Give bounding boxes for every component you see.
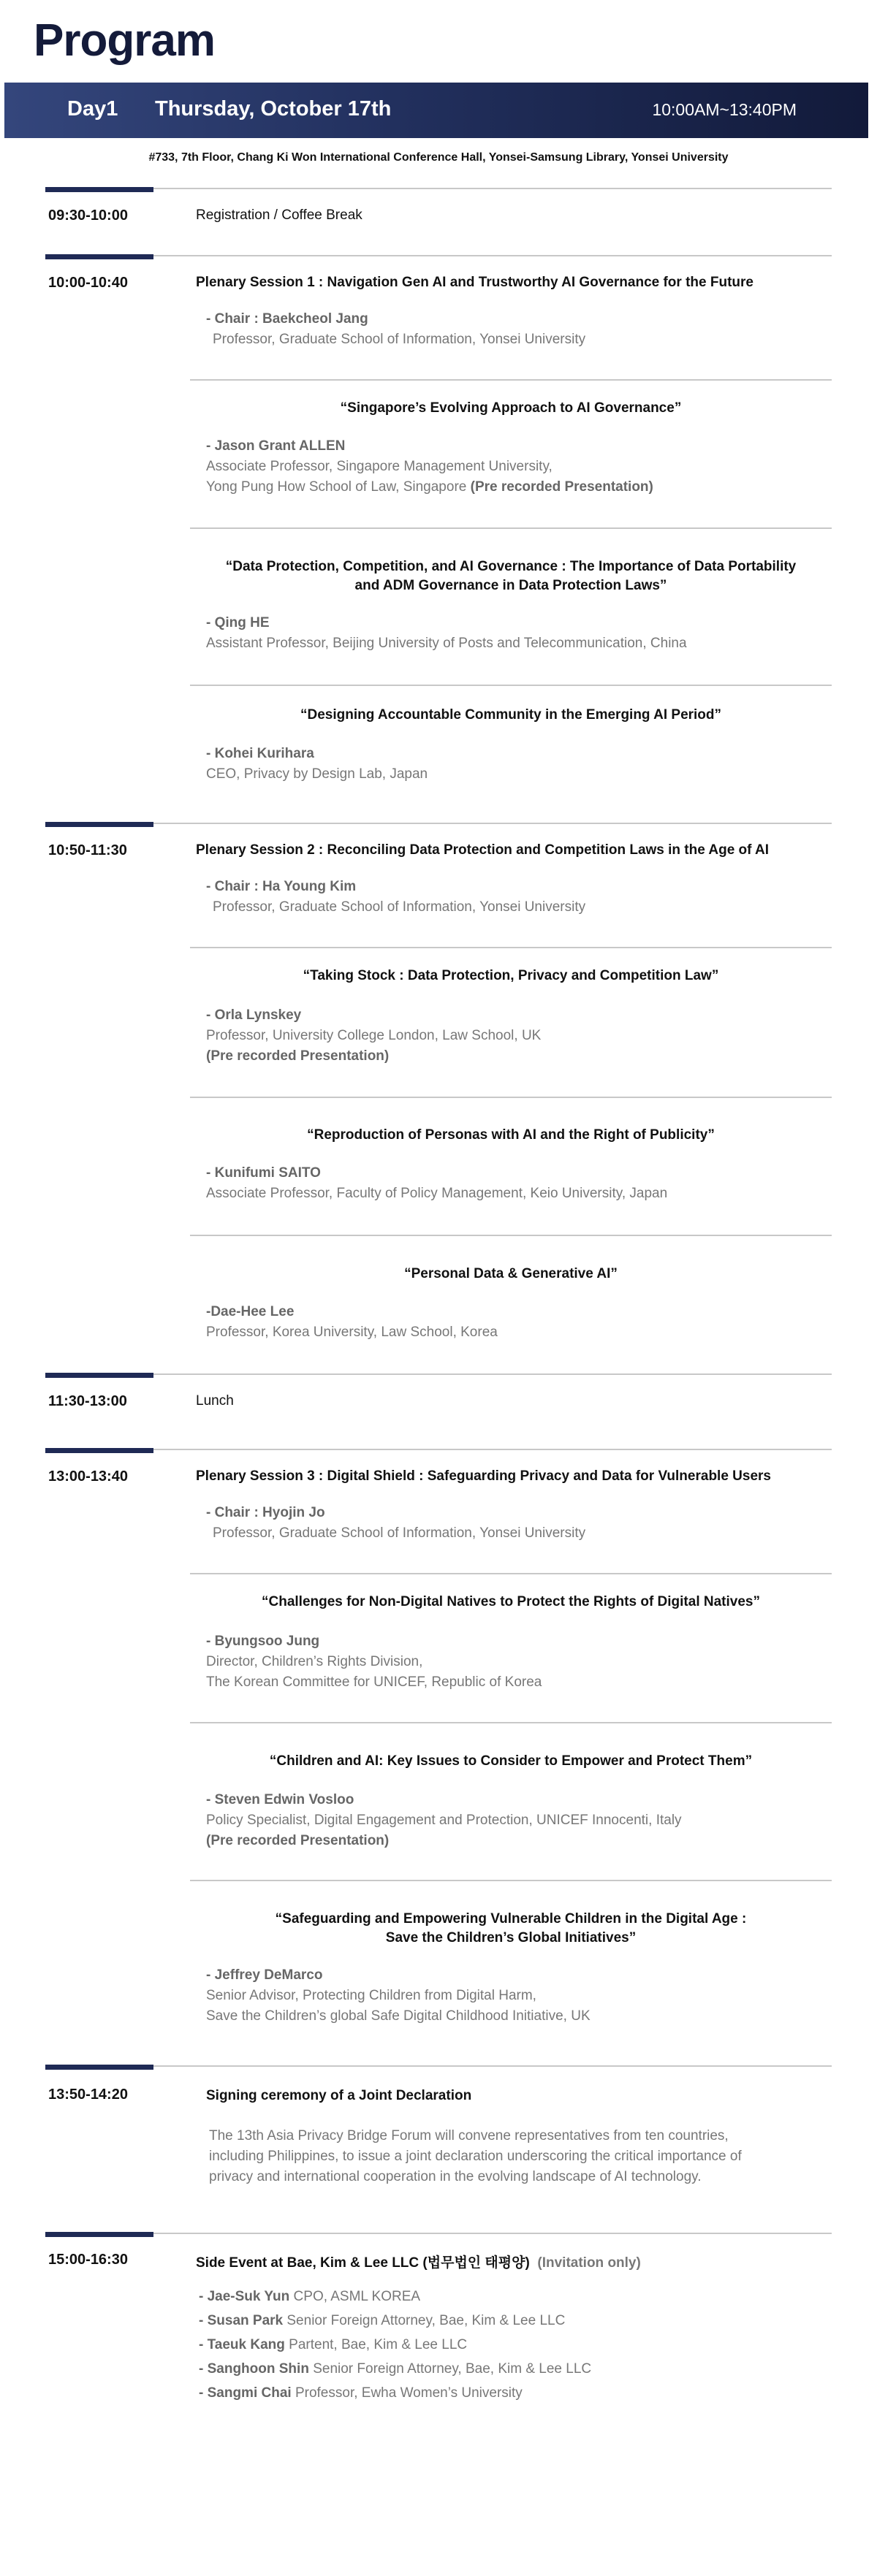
row-accent <box>45 1373 153 1378</box>
side-event-person: - Taeuk Kang Partent, Bae, Kim & Lee LLC <box>199 2337 468 2352</box>
day-time: 10:00AM~13:40PM <box>652 100 797 119</box>
talk-title: “Reproduction of Personas with AI and the Right of Publicity” <box>307 1127 715 1143</box>
talk-divider <box>190 1722 832 1723</box>
speaker-affiliation: CEO, Privacy by Design Lab, Japan <box>206 766 428 782</box>
row-divider <box>45 823 832 824</box>
speaker-name: - Orla Lynskey <box>206 1007 302 1023</box>
day-label: Day1 <box>67 97 118 121</box>
talk-title: “Challenges for Non-Digital Natives to Protect the Rights of Digital Natives” <box>262 1594 760 1609</box>
side-event-title: Side Event at Bae, Kim & Lee LLC (법무법인 태평양) (Invitation only) <box>196 2255 641 2271</box>
talk-divider <box>190 1097 832 1098</box>
invitation-note: (Invitation only) <box>537 2255 641 2271</box>
session3-title: Plenary Session 3 : Digital Shield : Safeguarding Privacy and Data for Vulnerable Users <box>196 1468 771 1484</box>
row-divider <box>45 2065 832 2067</box>
speaker-name: - Byungsoo Jung <box>206 1634 320 1649</box>
time-lunch: 11:30-13:00 <box>48 1393 127 1409</box>
speaker-name: - Steven Edwin Vosloo <box>206 1792 354 1807</box>
speaker-affiliation: Assistant Professor, Beijing University of Posts and Telecommunication, China <box>206 636 687 651</box>
row-accent <box>45 2065 153 2070</box>
session1-chair-affiliation: Professor, Graduate School of Information, Yonsei University <box>213 332 586 347</box>
talk-title: “Children and AI: Key Issues to Consider to Empower and Protect Them” <box>269 1753 753 1769</box>
talk-divider <box>190 379 832 381</box>
day-date: Thursday, October 17th <box>155 97 392 121</box>
time-session2: 10:50-11:30 <box>48 842 127 858</box>
day-banner <box>4 83 868 138</box>
row-divider <box>45 1373 832 1375</box>
speaker-affiliation: Policy Specialist, Digital Engagement and Protection, UNICEF Innocenti, Italy (Pre recorded Presentation) <box>206 1813 682 1848</box>
talk-divider <box>190 1235 832 1236</box>
signing-title: Signing ceremony of a Joint Declaration <box>206 2088 472 2103</box>
page-title: Program <box>34 15 215 66</box>
session3-chair: - Chair : Hyojin Jo <box>206 1505 325 1520</box>
talk-divider <box>190 947 832 948</box>
talk-divider <box>190 685 832 686</box>
side-event-person: - Sanghoon Shin Senior Foreign Attorney, Bae, Kim & Lee LLC <box>199 2361 592 2377</box>
talk-title: “Data Protection, Competition, and AI Governance : The Importance of Data Portability and ADM Governance in Data Protection Laws” <box>225 559 797 593</box>
talk-title: “Singapore’s Evolving Approach to AI Governance” <box>340 400 682 416</box>
talk-title: “Taking Stock : Data Protection, Privacy and Competition Law” <box>303 968 719 983</box>
lunch-title: Lunch <box>196 1393 234 1409</box>
speaker-name: - Kohei Kurihara <box>206 746 314 761</box>
registration-title: Registration / Coffee Break <box>196 207 362 223</box>
row-divider <box>45 255 832 256</box>
speaker-name: -Dae-Hee Lee <box>206 1304 295 1319</box>
speaker-name: - Qing HE <box>206 615 270 630</box>
row-accent <box>45 1448 153 1453</box>
row-divider <box>45 188 832 189</box>
side-event-person: - Susan Park Senior Foreign Attorney, Bae, Kim & Lee LLC <box>199 2313 566 2328</box>
session1-title: Plenary Session 1 : Navigation Gen AI and Trustworthy AI Governance for the Future <box>196 275 753 290</box>
talk-divider <box>190 1880 832 1881</box>
row-accent <box>45 254 153 259</box>
speaker-name: - Kunifumi SAITO <box>206 1165 321 1181</box>
session3-chair-affiliation: Professor, Graduate School of Information, Yonsei University <box>213 1525 586 1541</box>
time-session3: 13:00-13:40 <box>48 1468 128 1485</box>
speaker-affiliation: Professor, Korea University, Law School, Korea <box>206 1325 498 1340</box>
side-event-person: - Jae-Suk Yun CPO, ASML KOREA <box>199 2289 421 2304</box>
session2-title: Plenary Session 2 : Reconciling Data Protection and Competition Laws in the Age of AI <box>196 842 770 858</box>
time-side-event: 15:00-16:30 <box>48 2252 128 2268</box>
speaker-affiliation: Associate Professor, Faculty of Policy Management, Keio University, Japan <box>206 1186 668 1201</box>
talk-divider <box>190 527 832 529</box>
session1-chair: - Chair : Baekcheol Jang <box>206 311 368 327</box>
talk-title: “Personal Data & Generative AI” <box>404 1266 618 1281</box>
session2-chair: - Chair : Ha Young Kim <box>206 879 357 894</box>
row-accent <box>45 822 153 827</box>
talk-title: “Designing Accountable Community in the Emerging AI Period” <box>300 707 722 723</box>
speaker-affiliation: Senior Advisor, Protecting Children from Digital Harm, Save the Children’s global Safe Digital Childhood Initiative, UK <box>206 1988 591 2024</box>
session2-chair-affiliation: Professor, Graduate School of Information, Yonsei University <box>213 899 586 915</box>
venue: #733, 7th Floor, Chang Ki Won International Conference Hall, Yonsei-Samsung Library, Yonsei University <box>148 151 729 164</box>
talk-title: “Safeguarding and Empowering Vulnerable Children in the Digital Age : Save the Children’s Global Initiatives” <box>275 1911 747 1946</box>
speaker-affiliation: Director, Children’s Rights Division, The Korean Committee for UNICEF, Republic of Korea <box>206 1654 542 1690</box>
speaker-affiliation: Associate Professor, Singapore Management University, Yong Pung How School of Law, Singapore (Pre recorded Presentation) <box>206 459 653 495</box>
side-event-person: - Sangmi Chai Professor, Ewha Women’s University <box>199 2385 523 2401</box>
time-signing: 13:50-14:20 <box>48 2087 128 2103</box>
speaker-name: - Jason Grant ALLEN <box>206 438 346 454</box>
row-divider <box>45 1449 832 1450</box>
speaker-affiliation: Professor, University College London, Law School, UK (Pre recorded Presentation) <box>206 1028 542 1064</box>
speaker-name: - Jeffrey DeMarco <box>206 1967 323 1983</box>
row-divider <box>45 2233 832 2234</box>
time-registration: 09:30-10:00 <box>48 207 128 224</box>
row-accent <box>45 187 153 192</box>
row-accent <box>45 2232 153 2237</box>
time-session1: 10:00-10:40 <box>48 275 128 291</box>
signing-description: The 13th Asia Privacy Bridge Forum will convene representatives from ten countries, including Philippines, to issue a joint declaration underscoring the critical importance of privacy and international cooperation in the evolving landscape of AI technology. <box>209 2128 742 2184</box>
talk-divider <box>190 1573 832 1574</box>
